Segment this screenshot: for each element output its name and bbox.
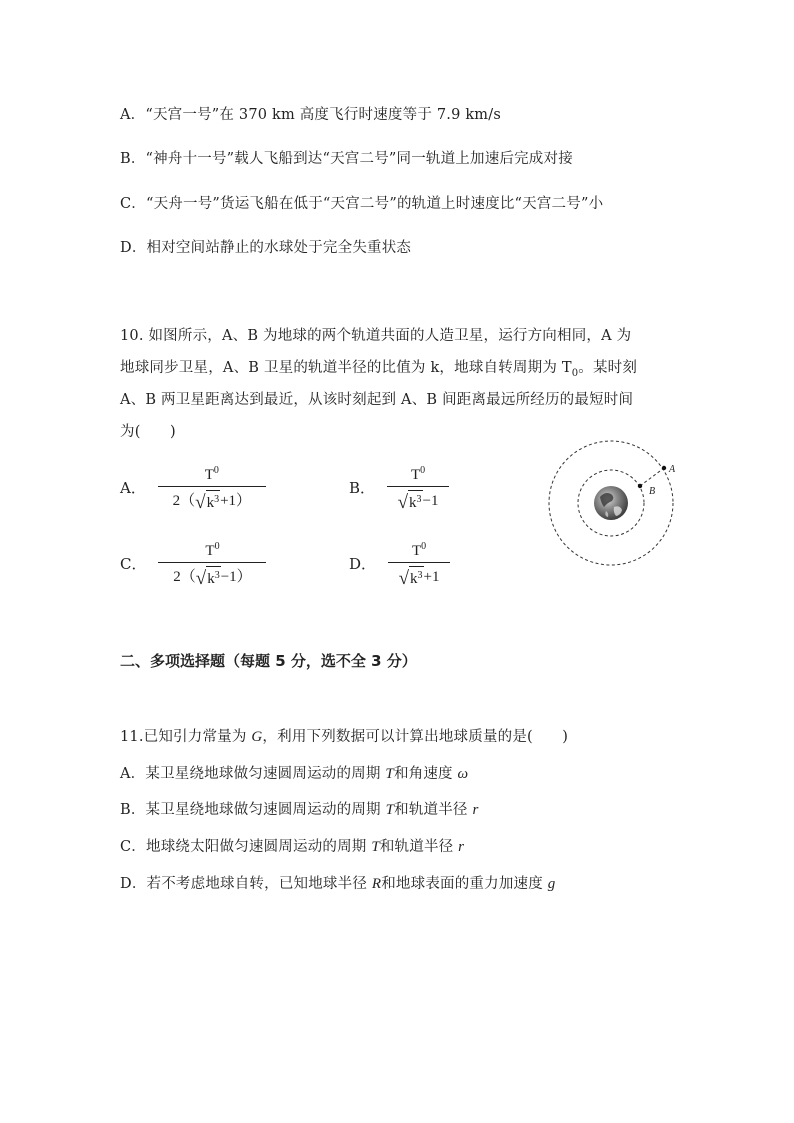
- section-heading: 二、多项选择题（每题 5 分，选不全 3 分）: [120, 652, 417, 670]
- q11-option-a: A．某卫星绕地球做匀速圆周运动的周期 T和角速度 ω: [120, 766, 469, 782]
- q10-option-b: B． $T^0$ √ $k^3$ −1: [349, 462, 449, 512]
- q10-stem-line4: 为( ): [120, 424, 176, 440]
- q11-option-d: D．若不考虑地球自转，已知地球半径 R和地球表面的重力加速度 g: [120, 876, 556, 892]
- satellite-b: [638, 484, 642, 488]
- q9-option-a: A．“天宫一号”在 370 km 高度飞行时速度等于 7.9 km/s: [120, 107, 501, 123]
- q10-stem-line3: A、B 两卫星距离达到最近，从该时刻起到 A、B 间距离最远所经历的最短时间: [120, 392, 634, 408]
- q9-option-c: C．“天舟一号”货运飞船在低于“天宫二号”的轨道上时速度比“天宫二号”小: [120, 196, 604, 212]
- q11-option-b: B．某卫星绕地球做匀速圆周运动的周期 T和轨道半径 r: [120, 802, 479, 818]
- q10-stem-line2: 地球同步卫星，A、B 卫星的轨道半径的比值为 k，地球自转周期为 $T_0$。某时刻: [120, 360, 638, 379]
- label-b: B: [649, 486, 656, 497]
- q9-option-d: D．相对空间站静止的水球处于完全失重状态: [120, 240, 412, 256]
- orbit-diagram: [548, 437, 688, 572]
- label-a: A: [669, 464, 676, 475]
- satellite-a: [662, 466, 666, 470]
- q10-option-d: D． $T^0$ √ $k^3$ +1: [349, 538, 450, 588]
- q10-stem-line1: 10. 如图所示，A、B 为地球的两个轨道共面的人造卫星，运行方向相同，A 为: [120, 328, 632, 344]
- q10-option-a: A． $T^0$ 2（ √ $k^3$ +1）: [120, 462, 266, 512]
- earth-icon: [594, 486, 628, 520]
- q11-stem: 11.已知引力常量为 G，利用下列数据可以计算出地球质量的是( ): [120, 729, 569, 745]
- q10-option-c: C． $T^0$ 2（ √ $k^3$ −1）: [120, 538, 266, 588]
- q9-option-b: B．“神舟十一号”载人飞船到达“天宫二号”同一轨道上加速后完成对接: [120, 151, 573, 167]
- q11-option-c: C．地球绕太阳做匀速圆周运动的周期 T和轨道半径 r: [120, 839, 465, 855]
